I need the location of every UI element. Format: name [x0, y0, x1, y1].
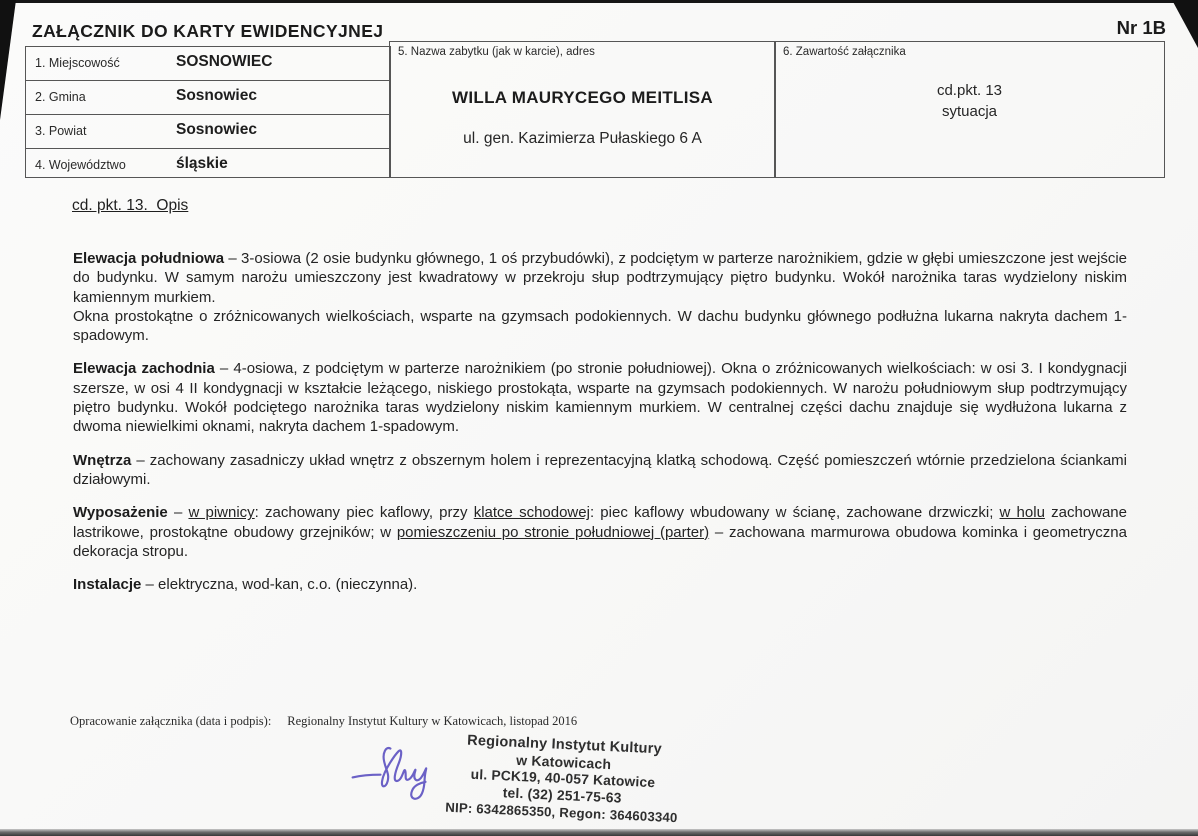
field-value: Sosnowiec: [176, 121, 257, 138]
doc-number: Nr 1B: [1116, 17, 1166, 38]
monument-address: ul. gen. Kazimierza Pułaskiego 6 A: [463, 130, 702, 147]
attachment-cell-label: 6. Zawartość załącznika: [783, 46, 906, 58]
scan-artifact-top-right-corner: [1172, 0, 1198, 48]
table-row-gmina: [26, 81, 390, 115]
scan-artifact-top-edge: [0, 0, 1198, 3]
attachment-content-line2: sytuacja: [941, 103, 998, 120]
field-label: 1. Miejscowość: [35, 56, 120, 70]
field-label: 4. Województwo: [35, 158, 126, 172]
monument-cell-label: 5. Nazwa zabytku (jak w karcie), adres: [398, 46, 595, 58]
prepared-label: Opracowanie załącznika (data i podpis):: [70, 714, 272, 728]
scan-artifact-top-left-corner: [0, 0, 16, 120]
institution-stamp: [428, 731, 698, 827]
table-row-powiat: [26, 115, 390, 149]
stamp-line: Regionalny Instytut Kultury: [466, 732, 663, 758]
field-label: 2. Gmina: [35, 90, 86, 104]
table-row-wojewodztwo: [26, 149, 390, 182]
section-heading: cd. pkt. 13. Opis: [72, 197, 189, 214]
scan-artifact-bottom-edge: [0, 829, 1198, 836]
stamp-line: ul. PCK19, 40-057 Katowice: [470, 766, 656, 791]
location-table: [25, 46, 391, 178]
prepared-by-line: [70, 714, 577, 729]
table-row-miejscowosc: [26, 47, 390, 81]
description-paragraph-elewacja-poludniowa: Elewacja południowa – 3-osiowa (2 osie budynku głównego, 1 oś przybudówki), z podciętym w parterze narożnikiem, gdzie w głębi umieszczone jest wejście do budynku. W samym narożu umieszczony jest kwadratowy w przekroju słup podtrzymujący piętro budynku. Wokół narożnika taras wydzielony niskim kamiennym murkiem. Okna prostokątne o zróżnicowanych wielkościach, wsparte na gzymsach podokiennych. W dachu budynku głównego podłużna lukarna nakryta dachem 1-spadowym.: [73, 250, 1127, 345]
field-label: 3. Powiat: [35, 124, 87, 138]
field-value: SOSNOWIEC: [176, 53, 273, 70]
attachment-content-line1: cd.pkt. 13: [936, 82, 1003, 99]
field-value: śląskie: [176, 155, 228, 172]
description-paragraph-elewacja-zachodnia: Elewacja zachodnia – 4-osiowa, z podciętym w parterze narożnikiem (po stronie południowej). Okna o zróżnicowanych wielkościach: w osi 3. I kondygnacji szersze, w osi 4 II kondygnacji w kształcie leżącego, niskiego prostokąta, wsparte na gzymsach podokiennych. W narożu południowym słup podtrzymujący piętro budynku. Wokół podciętego narożnika taras wydzielony niskim kamiennym murkiem. W centralnej części dachu znajduje się wydłużona lukarna z dwoma niewielkimi oknami, nakryta dachem 1-spadowym.: [73, 360, 1127, 436]
monument-name: WILLA MAURYCEGO MEITLISA: [452, 88, 713, 107]
field-value: Sosnowiec: [176, 87, 257, 104]
description-paragraph-wnetrza: Wnętrza – zachowany zasadniczy układ wnętrz z obszernym holem i reprezentacyjną klatką schodową. Część pomieszczeń wtórnie przedzielona ściankami działowymi.: [73, 451, 1127, 488]
attachment-cell: [774, 41, 1165, 178]
stamp-line: tel. (32) 251-75-63: [502, 785, 622, 806]
description-text: [73, 249, 1127, 608]
page-title: ZAŁĄCZNIK DO KARTY EWIDENCYJNEJ: [32, 21, 384, 41]
stamp-line: NIP: 6342865350, Regon: 364603340: [445, 799, 678, 826]
description-paragraph-instalacje: Instalacje – elektryczna, wod-kan, c.o. (nieczynna).: [73, 576, 418, 594]
stamp-line: w Katowicach: [515, 751, 612, 773]
prepared-value: Regionalny Instytut Kultury w Katowicach, listopad 2016: [287, 714, 578, 728]
description-paragraph-wyposazenie: Wyposażenie – w piwnicy: zachowany piec kaflowy, przy klatce schodowej: piec kaflowy wbudowany w ścianę, zachowane drzwiczki; w holu zachowane lastrikowe, prostokątne obudowy grzejników; w pomieszczeniu po stronie południowej (parter) – zachowana marmurowa obudowa kominka i geometryczna dekoracja stropu.: [73, 504, 1127, 560]
monument-cell: [389, 41, 776, 178]
